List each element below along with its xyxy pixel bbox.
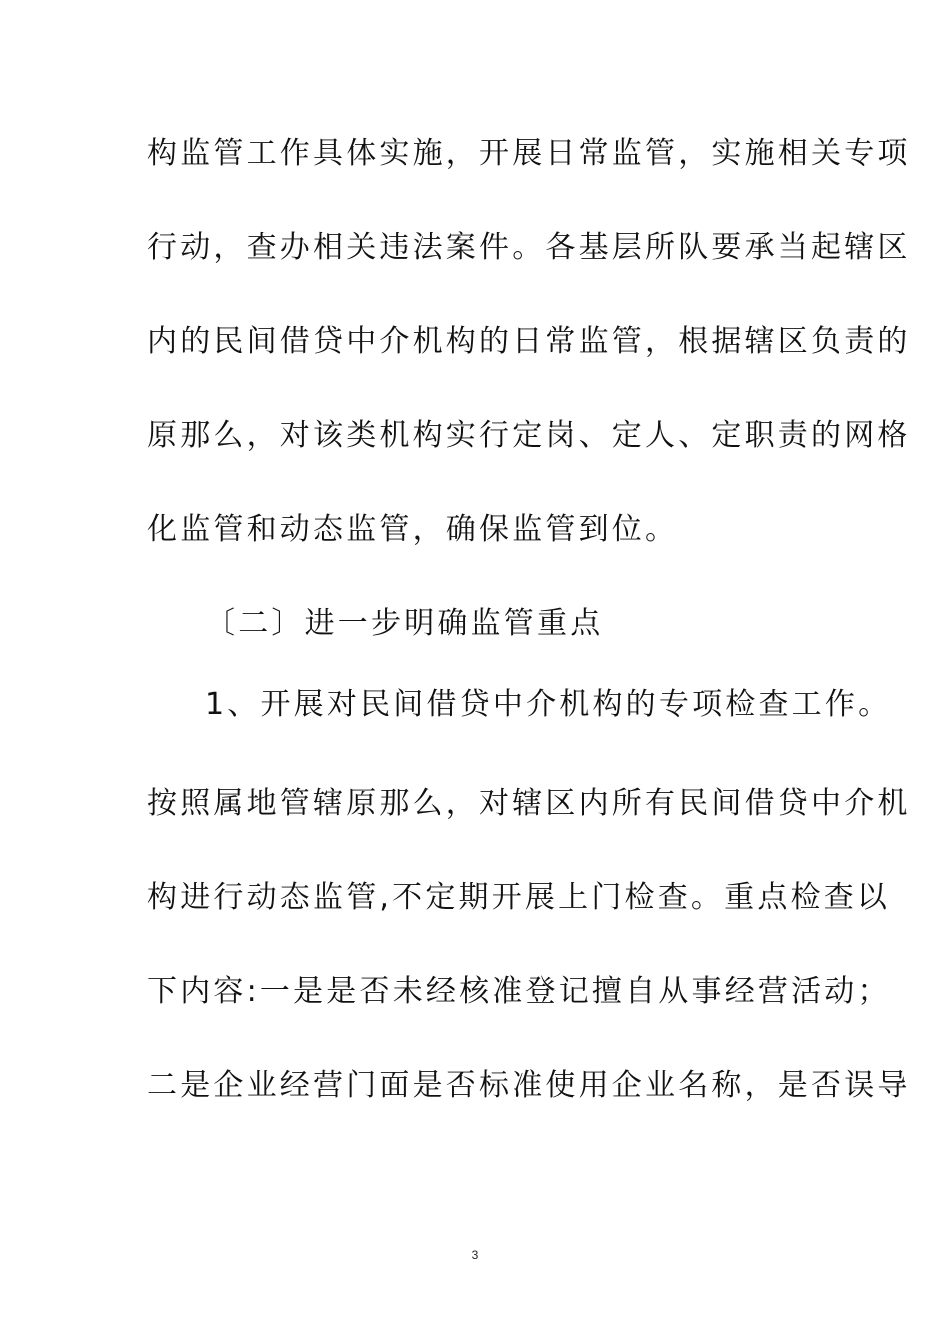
body-text-line: 内的民间借贷中介机构的日常监管，根据辖区负责的	[147, 324, 911, 359]
page-number: 3	[471, 1248, 479, 1262]
body-text-line: 构进行动态监管,不定期开展上门检查。重点检查以	[147, 880, 891, 915]
body-text-line: 化监管和动态监管，确保监管到位。	[147, 512, 679, 547]
body-text-line: 下内容:一是是否未经核准登记擅自从事经营活动；	[147, 974, 891, 1009]
body-text-line: 行动，查办相关违法案件。各基层所队要承当起辖区	[147, 230, 911, 265]
section-heading: 〔二〕进一步明确监管重点	[205, 606, 604, 641]
list-item-heading: 1、开展对民间借贷中介机构的专项检查工作。	[205, 687, 892, 722]
body-text-line: 二是企业经营门面是否标准使用企业名称，是否误导	[147, 1068, 911, 1103]
body-text-line: 原那么，对该类机构实行定岗、定人、定职责的网格	[147, 418, 911, 453]
body-text-line: 按照属地管辖原那么，对辖区内所有民间借贷中介机	[147, 786, 911, 821]
body-text-line: 构监管工作具体实施，开展日常监管，实施相关专项	[147, 136, 911, 171]
